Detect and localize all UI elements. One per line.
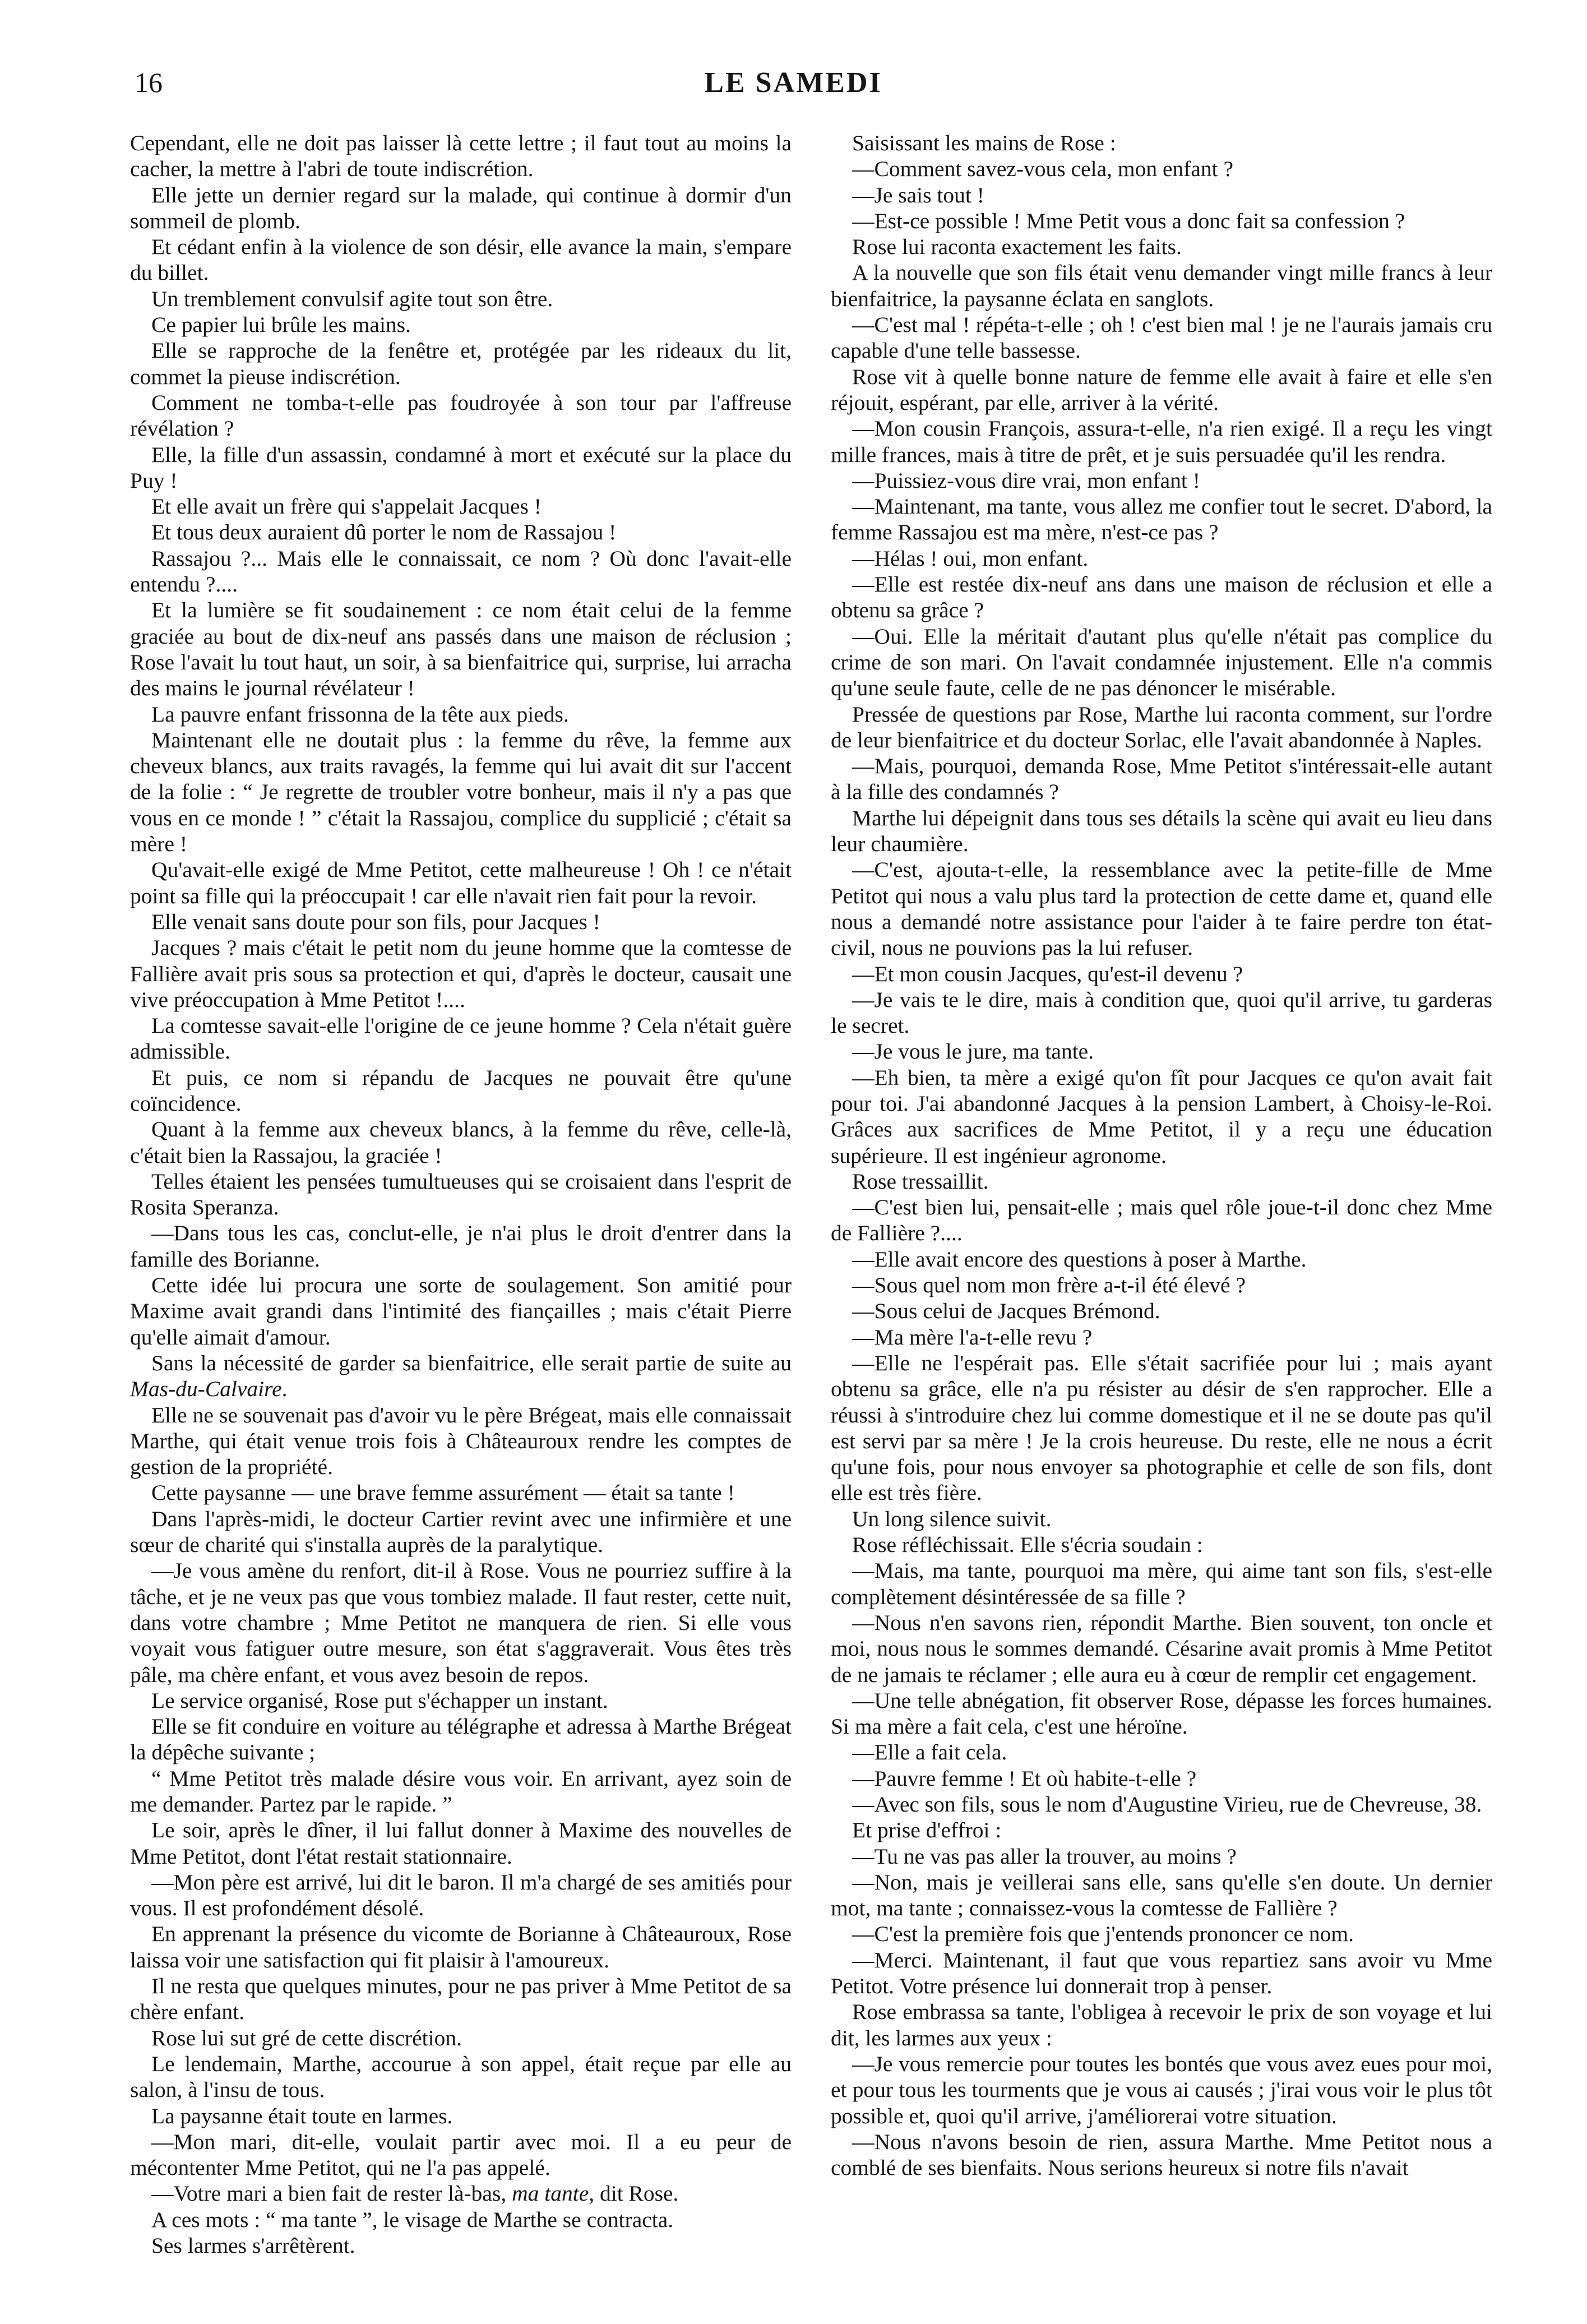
paragraph-text: —Dans tous les cas, conclut-elle, je n'ai plus le droit d'entrer dans la famille des Borianne. (130, 1221, 792, 1272)
paragraph (831, 1506, 1492, 1532)
paragraph-text: —Puissiez-vous dire vrai, mon enfant ! (852, 468, 1200, 493)
paragraph-text: —Elle a fait cela. (852, 1740, 1007, 1765)
paragraph (831, 1038, 1492, 1064)
paragraph-text: —Je vous le jure, ma tante. (852, 1039, 1094, 1064)
paragraph-text: Et cédant enfin à la violence de son désir, elle avance la main, s'empare du billet. (130, 234, 792, 285)
paragraph (130, 442, 792, 494)
paragraph-text: Cette idée lui procura une sorte de soulagement. Son amitié pour Maxime avait grandi dans l'intimité des fiançailles ; mais c'était Pierre qu'elle aimait d'amour. (130, 1273, 792, 1350)
paragraph (130, 1869, 792, 1921)
paragraph (831, 1844, 1492, 1869)
paragraph-text: —Comment savez-vous cela, mon enfant ? (852, 156, 1234, 182)
paragraph-text: —Ma mère l'a-t-elle revu ? (852, 1324, 1093, 1350)
paragraph-text: —Mon cousin François, assura-t-elle, n'a rien exigé. Il a reçu les vingt mille frances, mais à titre de prêt, et je suis persuadée qu'il les rendra. (831, 416, 1492, 467)
paragraph (130, 286, 792, 312)
page-number: 16 (135, 67, 163, 98)
paragraph-text: —C'est la première fois que j'entends prononcer ce nom. (852, 1921, 1354, 1947)
paragraph (130, 130, 792, 182)
paragraph (831, 1947, 1492, 1999)
paragraph-text: A ces mots : “ ma tante ”, le visage de Marthe se contracta. (151, 2207, 674, 2232)
paragraph-text: —Je vous remercie pour toutes les bontés que vous avez eues pour moi, et pour tous les tourments que je vous ai causés ; j'irai vous voir le plus tôt possible et, quoi qu'il arrive, j'améliorerai votre situation. (831, 2051, 1492, 2128)
paragraph-text: —Avec son fils, sous le nom d'Augustine Virieu, rue de Chevreuse, 38. (852, 1792, 1482, 1817)
page-header (135, 66, 1452, 117)
paragraph-text: —Elle ne l'espérait pas. Elle s'était sacrifiée pour lui ; mais ayant obtenu sa grâce, elle n'a pu résister au désir de s'en rapprocher. Elle a réussi à s'introduire chez lui comme domestique et il ne se doute pas qu'il est servi par sa mère ! Je la crois heureuse. Du reste, elle ne nous a écrit qu'une fois, pour nous envoyer sa photographie et celle de son fils, dont elle est très fière. (831, 1350, 1492, 1505)
paragraph-text: En apprenant la présence du vicomte de Borianne à Châteauroux, Rose laissa voir une satisfaction qui fit plaisir à l'amoureux. (130, 1921, 792, 1972)
paragraph (831, 182, 1492, 208)
paragraph (831, 1324, 1492, 1350)
paragraph (130, 1973, 792, 2025)
paragraph-text: —Je vous amène du renfort, dit-il à Rose. Vous ne pourriez suffire à la tâche, et je ne veux pas que vous tombiez malade. Il faut rester, cette nuit, dans votre chambre ; Mme Petitot ne manquera de rien. Si elle vous voyait vous fatiguer outre mesure, son état s'aggraverait. Vous êtes très pâle, ma chère enfant, et vous avez besoin de repos. (130, 1558, 792, 1687)
paragraph (130, 1065, 792, 1117)
paragraph (130, 1116, 792, 1168)
paragraph (130, 338, 792, 390)
paragraph-text: Un long silence suivit. (852, 1506, 1052, 1531)
paragraph (831, 805, 1492, 857)
paragraph-text: —Votre mari a bien fait de rester là-bas, (151, 2181, 512, 2206)
paragraph-text: Cependant, elle ne doit pas laisser là cette lettre ; il faut tout au moins la cacher, la mettre à l'abri de toute indiscrétion. (130, 131, 792, 182)
paragraph (831, 493, 1492, 546)
italic-text: Mas-du-Calvaire (130, 1376, 282, 1402)
paragraph-text: —Est-ce possible ! Mme Petit vous a donc fait sa confession ? (852, 208, 1405, 233)
paragraph-text: Le service organisé, Rose put s'échapper un instant. (151, 1688, 608, 1713)
paragraph (130, 1817, 792, 1869)
paragraph (130, 1506, 792, 1558)
paragraph-text: Ce papier lui brûle les mains. (151, 312, 411, 338)
paragraph (831, 961, 1492, 987)
paragraph (831, 1739, 1492, 1765)
paragraph-text: —Maintenant, ma tante, vous allez me confier tout le secret. D'abord, la femme Rassajou est ma mère, n'est-ce pas ? (831, 494, 1492, 545)
paragraph (831, 1558, 1492, 1610)
paragraph-tail: . (281, 1376, 288, 1402)
paragraph-text: —C'est bien lui, pensait-elle ; mais quel rôle joue-t-il donc chez Mme de Fallière ?.... (831, 1195, 1492, 1246)
paragraph (831, 130, 1492, 156)
paragraph-text: —Je vais te le dire, mais à condition que, quoi qu'il arrive, tu garderas le secret. (831, 987, 1492, 1038)
paragraph (831, 1610, 1492, 1688)
paragraph (831, 2051, 1492, 2129)
paragraph (130, 312, 792, 338)
paragraph-text: —Non, mais je veillerai sans elle, sans qu'elle s'en doute. Un dernier mot, ma tante ; connaissez-vous la comtesse de Fallière ? (831, 1869, 1492, 1921)
paragraph-text: Le lendemain, Marthe, accourue à son appel, était reçue par elle au salon, à l'insu de tous. (130, 2051, 792, 2103)
paragraph-text: —Hélas ! oui, mon enfant. (852, 546, 1089, 571)
paragraph (130, 597, 792, 701)
paragraph-text: —Merci. Maintenant, il faut que vous repartiez sans avoir vu Mme Petitot. Votre présence lui donnerait trop à penser. (831, 1947, 1492, 1999)
paragraph (831, 364, 1492, 416)
paragraph-text: Cette paysanne — une brave femme assurément — était sa tante ! (151, 1480, 735, 1505)
paragraph-text: —C'est, ajouta-t-elle, la ressemblance avec la petite-fille de Mme Petitot qui nous a valu plus tard la protection de cette dame et, quand elle nous a demandé notre assistance pour l'aider à te faire perdre ton état-civil, nous ne pouvions pas la lui refuser. (831, 857, 1492, 960)
paragraph-text: La paysanne était toute en larmes. (151, 2103, 453, 2128)
paragraph (130, 1766, 792, 1818)
text-column-right (831, 130, 1492, 2305)
paragraph (130, 1272, 792, 1350)
paragraph (831, 1350, 1492, 1506)
running-title: LE SAMEDI (704, 67, 882, 99)
paragraph-text: Rassajou ?... Mais elle le connaissait, ce nom ? Où donc l'avait-elle entendu ?.... (130, 546, 792, 597)
paragraph (130, 546, 792, 598)
paragraph-text: —Nous n'avons besoin de rien, assura Marthe. Mme Petitot nous a comblé de ses bienfaits. Nous serions heureux si notre fils n'avait (831, 2129, 1492, 2180)
paragraph-text: “ Mme Petitot très malade désire vous voir. En arrivant, ayez soin de me demander. Partez par le rapide. ” (130, 1766, 792, 1817)
paragraph-text: —Une telle abnégation, fit observer Rose, dépasse les forces humaines. Si ma mère a fait cela, c'est une héroïne. (831, 1688, 1492, 1739)
paragraph (831, 987, 1492, 1039)
paragraph-text: Rose vit à quelle bonne nature de femme elle avait à faire et elle s'en réjouit, espérant, par elle, arriver à la vérité. (831, 364, 1492, 415)
paragraph-text: Et la lumière se fit soudainement : ce nom était celui de la femme graciée au bout de dix-neuf ans passés dans une maison de réclusion ; Rose l'avait lu tout haut, un soir, à sa bienfaitrice qui, surprise, lui arracha des mains le journal révélateur ! (130, 598, 792, 701)
paragraph (130, 2129, 792, 2181)
paragraph-text: —Pauvre femme ! Et où habite-t-elle ? (852, 1766, 1197, 1791)
paragraph-text: Le soir, après le dîner, il lui fallut donner à Maxime des nouvelles de Mme Petitot, dont l'état restait stationnaire. (130, 1818, 792, 1869)
paragraph (130, 1480, 792, 1505)
paragraph (130, 1688, 792, 1713)
paragraph-text: —Nous n'en savons rien, répondit Marthe. Bien souvent, ton oncle et moi, nous nous le sommes demandé. Césarine avait promis à Mme Petitot de ne jamais te réclamer ; elle aura eu à cœur de remplir cet engagement. (831, 1610, 1492, 1687)
paragraph-text: A la nouvelle que son fils était venu demander vingt mille francs à leur bienfaitrice, la paysanne éclata en sanglots. (831, 260, 1492, 311)
paragraph-text: —Elle avait encore des questions à poser à Marthe. (852, 1246, 1307, 1272)
paragraph-text: Un tremblement convulsif agite tout son être. (151, 286, 553, 311)
paragraph-text: —C'est mal ! répéta-t-elle ; oh ! c'est bien mal ! je ne l'aurais jamais cru capable d'une telle bassesse. (831, 312, 1492, 363)
paragraph (130, 1013, 792, 1065)
paragraph (831, 571, 1492, 623)
paragraph-text: Rose tressaillit. (852, 1168, 989, 1194)
paragraph (130, 1713, 792, 1766)
paragraph-text: La comtesse savait-elle l'origine de ce jeune homme ? Cela n'était guère admissible. (130, 1013, 792, 1064)
paragraph (831, 546, 1492, 571)
paragraph (130, 935, 792, 1013)
paragraph-text: —Mais, pourquoi, demanda Rose, Mme Petitot s'intéressait-elle autant à la fille des condamnés ? (831, 754, 1492, 805)
paragraph (831, 857, 1492, 960)
paragraph (130, 1168, 792, 1221)
paragraph-text: Jacques ? mais c'était le petit nom du jeune homme que la comtesse de Fallière avait pris sous sa protection et qui, d'après le docteur, causait une vive préoccupation à Mme Petitot !.... (130, 935, 792, 1012)
paragraph (130, 1402, 792, 1480)
paragraph-text: —Elle est restée dix-neuf ans dans une maison de réclusion et elle a obtenu sa grâce ? (831, 572, 1492, 623)
text-column-left (130, 130, 792, 2305)
paragraph-text: —Sous quel nom mon frère a-t-il été élevé ? (852, 1273, 1246, 1298)
paragraph-text: Dans l'après-midi, le docteur Cartier revint avec une infirmière et une sœur de charité qui s'installa auprès de la paralytique. (130, 1506, 792, 1558)
paragraph (831, 1688, 1492, 1740)
paragraph-text: Pressée de questions par Rose, Marthe lui raconta comment, sur l'ordre de leur bienfaitrice et du docteur Sorlac, elle l'avait abandonnée à Naples. (831, 701, 1492, 752)
paragraph (831, 1272, 1492, 1298)
paragraph-text: —Tu ne vas pas aller la trouver, au moins ? (852, 1844, 1237, 1869)
paragraph (831, 1921, 1492, 1947)
paragraph (831, 1791, 1492, 1817)
paragraph (831, 1298, 1492, 1324)
paragraph (130, 519, 792, 545)
paragraph-text: Elle, la fille d'un assassin, condamné à mort et exécuté sur la place du Puy ! (130, 442, 792, 493)
paragraph (130, 390, 792, 442)
paragraph (831, 701, 1492, 754)
paragraph-text: Elle ne se souvenait pas d'avoir vu le père Brégeat, mais elle connaissait Marthe, qui était venue trois fois à Châteauroux rendre les comptes de gestion de la propriété. (130, 1402, 792, 1480)
paragraph-text: Il ne resta que quelques minutes, pour ne pas priver à Mme Petitot de sa chère enfant. (130, 1974, 792, 2025)
paragraph (831, 312, 1492, 364)
italic-text: ma tante (512, 2181, 589, 2206)
paragraph (130, 234, 792, 286)
paragraph (130, 493, 792, 519)
paragraph-text: Saisissant les mains de Rose : (852, 131, 1116, 155)
paragraph-text: Sans la nécessité de garder sa bienfaitrice, elle serait partie de suite au (151, 1350, 792, 1375)
paragraph (130, 2051, 792, 2103)
paragraph-text: Rose lui raconta exactement les faits. (852, 234, 1182, 260)
paragraph (130, 1220, 792, 1272)
paragraph (130, 2180, 792, 2206)
paragraph (831, 1766, 1492, 1791)
paragraph (130, 909, 792, 935)
paragraph (831, 156, 1492, 182)
paragraph-text: Ses larmes s'arrêtèrent. (151, 2233, 355, 2258)
paragraph-text: Et tous deux auraient dû porter le nom de Rassajou ! (151, 520, 617, 545)
paragraph (831, 1532, 1492, 1558)
paragraph (831, 623, 1492, 701)
paragraph (130, 701, 792, 727)
paragraph (130, 857, 792, 909)
paragraph (130, 182, 792, 234)
paragraph-text: Elle se rapproche de la fenêtre et, protégée par les rideaux du lit, commet la pieuse indiscrétion. (130, 338, 792, 389)
paragraph (831, 1246, 1492, 1272)
paragraph (130, 2103, 792, 2129)
paragraph-text: Comment ne tomba-t-elle pas foudroyée à son tour par l'affreuse révélation ? (130, 390, 792, 441)
paragraph (130, 2233, 792, 2258)
paragraph-text: —Sous celui de Jacques Brémond. (852, 1299, 1160, 1324)
paragraph-text: —Mais, ma tante, pourquoi ma mère, qui aime tant son fils, s'est-elle complètement désintéressée de sa fille ? (831, 1558, 1492, 1609)
paragraph-text: —Mon mari, dit-elle, voulait partir avec moi. Il a eu peur de mécontenter Mme Petitot, qui ne l'a pas appelé. (130, 2129, 792, 2180)
paragraph (130, 1350, 792, 1402)
paragraph (831, 415, 1492, 468)
paragraph (831, 1194, 1492, 1246)
paragraph-tail: , dit Rose. (589, 2181, 679, 2206)
paragraph (831, 260, 1492, 312)
paragraph-text: Maintenant elle ne doutait plus : la femme du rêve, la femme aux cheveux blancs, aux traits ravagés, la femme qui lui avait dit sur l'accent de la folie : “ Je regrette de troubler votre bonheur, mais il n'y a pas que vous en ce monde ! ” c'était la Rassajou, complice du supplicié ; c'était sa mère ! (130, 727, 792, 857)
paragraph (831, 1999, 1492, 2051)
paragraph (831, 1065, 1492, 1168)
paragraph (130, 2207, 792, 2233)
paragraph (831, 753, 1492, 805)
paragraph-text: Marthe lui dépeignit dans tous ses détails la scène qui avait eu lieu dans leur chaumière. (831, 805, 1492, 857)
paragraph (130, 727, 792, 857)
paragraph (130, 1558, 792, 1687)
paragraph-text: Quant à la femme aux cheveux blancs, à la femme du rêve, celle-là, c'était bien la Rassajou, la graciée ! (130, 1117, 792, 1168)
paragraph (831, 1817, 1492, 1843)
paragraph-text: Rose lui sut gré de cette discrétion. (151, 2025, 462, 2050)
paragraph (130, 1921, 792, 1973)
paragraph (831, 2129, 1492, 2181)
paragraph-text: Et prise d'effroi : (852, 1818, 1002, 1843)
paragraph-text: —Eh bien, ta mère a exigé qu'on fît pour Jacques ce qu'on avait fait pour toi. J'ai abandonné Jacques à la pension Lambert, à Choisy-le-Roi. Grâces aux sacrifices de Mme Petitot, il y a reçu une éducation supérieure. Il est ingénieur agronome. (831, 1065, 1492, 1168)
paragraph (130, 2025, 792, 2051)
paragraph-text: Elle se fit conduire en voiture au télégraphe et adressa à Marthe Brégeat la dépêche suivante ; (130, 1714, 792, 1765)
paragraph (831, 234, 1492, 260)
paragraph-text: Elle venait sans doute pour son fils, pour Jacques ! (151, 909, 600, 934)
paragraph-text: La pauvre enfant frissonna de la tête aux pieds. (151, 701, 569, 727)
paragraph-text: —Mon père est arrivé, lui dit le baron. Il m'a chargé de ses amitiés pour vous. Il est profondément désolé. (130, 1869, 792, 1921)
paragraph-text: —Et mon cousin Jacques, qu'est-il devenu ? (852, 961, 1243, 986)
paragraph (831, 1168, 1492, 1194)
paragraph-text: Qu'avait-elle exigé de Mme Petitot, cette malheureuse ! Oh ! ce n'était point sa fille qui la préoccupait ! car elle n'avait rien fait pour la revoir. (130, 857, 792, 908)
paragraph-text: Rose embrassa sa tante, l'obligea à recevoir le prix de son voyage et lui dit, les larmes aux yeux : (831, 1999, 1492, 2050)
paragraph-text: Et puis, ce nom si répandu de Jacques ne pouvait être qu'une coïncidence. (130, 1065, 792, 1116)
paragraph (831, 468, 1492, 493)
paragraph (831, 208, 1492, 234)
paragraph-text: —Oui. Elle la méritait d'autant plus qu'elle n'était pas complice du crime de son mari. On l'avait condamnée injustement. Elle n'a commis qu'une seule faute, celle de ne pas dénoncer le misérable. (831, 623, 1492, 701)
paragraph-text: Telles étaient les pensées tumultueuses qui se croisaient dans l'esprit de Rosita Speranza. (130, 1168, 792, 1220)
paragraph-text: Rose réfléchissait. Elle s'écria soudain : (852, 1532, 1203, 1558)
paragraph (831, 1869, 1492, 1921)
paragraph-text: Et elle avait un frère qui s'appelait Jacques ! (151, 494, 542, 519)
paragraph-text: Elle jette un dernier regard sur la malade, qui continue à dormir d'un sommeil de plomb. (130, 182, 792, 233)
paragraph-text: —Je sais tout ! (852, 182, 984, 207)
